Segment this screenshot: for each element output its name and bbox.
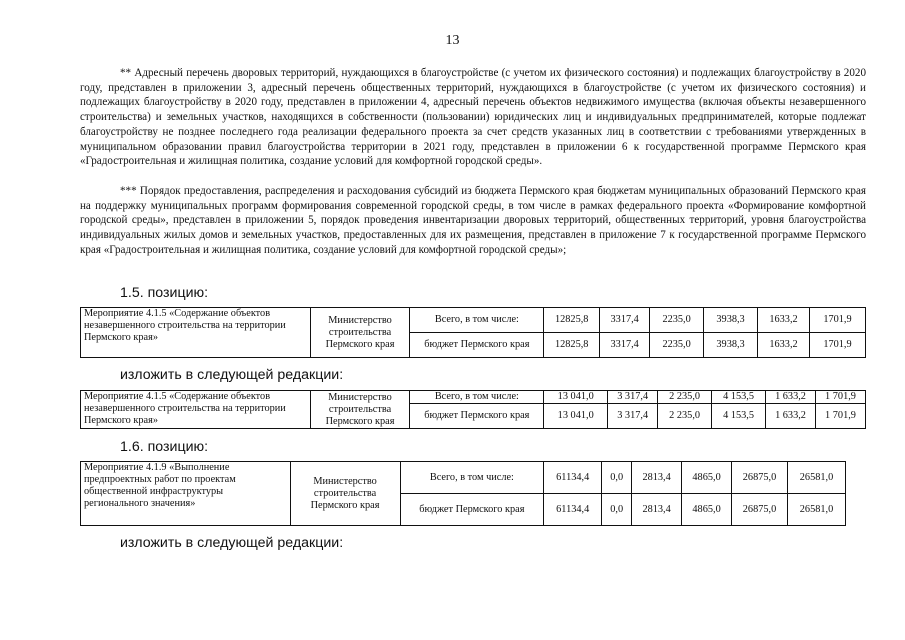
value-cell: 3317,4	[600, 333, 650, 358]
executor: Министерство строительства Пермского края	[310, 308, 410, 358]
heading-item-1-5: 1.5. позицию:	[120, 285, 209, 301]
row-label: Всего, в том числе:	[410, 391, 544, 404]
value-cell: 4865,0	[682, 462, 732, 494]
value-cell: 61134,4	[544, 494, 602, 526]
table-1-6-old	[80, 461, 846, 526]
value-cell: 3 317,4	[608, 404, 658, 429]
value-cell: 2235,0	[650, 333, 704, 358]
row-label: бюджет Пермского края	[410, 333, 544, 358]
value-cell: 26875,0	[732, 494, 788, 526]
table-row	[81, 391, 866, 404]
value-cell: 3 317,4	[608, 391, 658, 404]
table-row	[81, 462, 846, 494]
row-label: Всего, в том числе:	[400, 462, 544, 494]
value-cell: 13 041,0	[544, 391, 608, 404]
value-cell: 4 153,5	[712, 404, 766, 429]
value-cell: 1 633,2	[766, 404, 816, 429]
value-cell: 2 235,0	[658, 404, 712, 429]
heading-new-edition-1-5: изложить в следующей редакции:	[120, 367, 344, 383]
heading-new-edition-1-6: изложить в следующей редакции:	[120, 535, 344, 551]
value-cell: 2813,4	[632, 462, 682, 494]
executor: Министерство строительства Пермского края	[290, 462, 400, 526]
measure-name: Мероприятие 4.1.5 «Содержание объектов незавершенного строительства на территории Пермского края»	[81, 308, 311, 358]
table-row	[81, 308, 866, 333]
measure-name: Мероприятие 4.1.9 «Выполнение предпроектных работ по проектам общественной инфраструктуры регионального значения»	[81, 462, 291, 526]
value-cell: 1 701,9	[815, 391, 865, 404]
value-cell: 0,0	[602, 494, 632, 526]
value-cell: 61134,4	[544, 462, 602, 494]
footnote-paragraph-2: *** Порядок предоставления, распределения и расходования субсидий из бюджета Пермского края бюджетам муниципальных образований Пермского края на поддержку муниципальных программ формирования современной городской среды, в том числе в рамках федерального проекта «Формирование комфортной городской среды», представлен в приложении 5, порядок проведения инвентаризации дворовых территорий, общественных территорий, уровня благоустройства индивидуальных жилых домов и земельных участков, предоставленных для их размещения, представлен в приложение 7 к государственной программе Пермского края «Градостроительная и жилищная политика, создание условий для комфортной городской среды»;	[80, 185, 866, 256]
value-cell: 1701,9	[809, 308, 865, 333]
value-cell: 26581,0	[788, 494, 846, 526]
value-cell: 3317,4	[600, 308, 650, 333]
value-cell: 1633,2	[758, 308, 810, 333]
value-cell: 0,0	[602, 462, 632, 494]
value-cell: 3938,3	[704, 333, 758, 358]
value-cell: 12825,8	[544, 333, 600, 358]
value-cell: 1 633,2	[766, 391, 816, 404]
row-label: Всего, в том числе:	[410, 308, 544, 333]
table-1-5-old	[80, 307, 866, 358]
value-cell: 2813,4	[632, 494, 682, 526]
footnote-paragraph-1: ** Адресный перечень дворовых территорий, нуждающихся в благоустройстве (с учетом их физического состояния) и подлежащих благоустройству в 2020 году, представлен в приложении 3, адресный перечень общественных территорий, нуждающихся в благоустройстве (с учетом их физического состояния) и подлежащих благоустройству в 2020 году, представлен в приложении 4, адресный перечень объектов недвижимого имущества (включая объекты незавершенного строительства) и земельных участков, находящихся в собственности (пользовании) юридических лиц и индивидуальных предпринимателей, которые подлежат благоустройству не позднее последнего года реализации федерального проекта за счет средств указанных лиц в соответствии с требованиями утвержденных в муниципальном образовании правил благоустройства территории в 2021 году, представлен в приложении 6 к государственной программе Пермского края «Градостроительная и жилищная политика, создание условий для комфортной городской среды».	[80, 67, 866, 168]
value-cell: 26581,0	[788, 462, 846, 494]
heading-item-1-6: 1.6. позицию:	[120, 439, 209, 455]
row-label: бюджет Пермского края	[410, 404, 544, 429]
value-cell: 4865,0	[682, 494, 732, 526]
value-cell: 2 235,0	[658, 391, 712, 404]
value-cell: 4 153,5	[712, 391, 766, 404]
value-cell: 13 041,0	[544, 404, 608, 429]
executor: Министерство строительства Пермского края	[310, 391, 410, 429]
value-cell: 2235,0	[650, 308, 704, 333]
value-cell: 1 701,9	[815, 404, 865, 429]
value-cell: 1701,9	[809, 333, 865, 358]
value-cell: 26875,0	[732, 462, 788, 494]
value-cell: 12825,8	[544, 308, 600, 333]
value-cell: 3938,3	[704, 308, 758, 333]
value-cell: 1633,2	[758, 333, 810, 358]
row-label: бюджет Пермского края	[400, 494, 544, 526]
page-number: 13	[445, 33, 460, 48]
table-1-5-new	[80, 390, 866, 429]
measure-name: Мероприятие 4.1.5 «Содержание объектов незавершенного строительства на территории Пермского края»	[81, 391, 311, 429]
